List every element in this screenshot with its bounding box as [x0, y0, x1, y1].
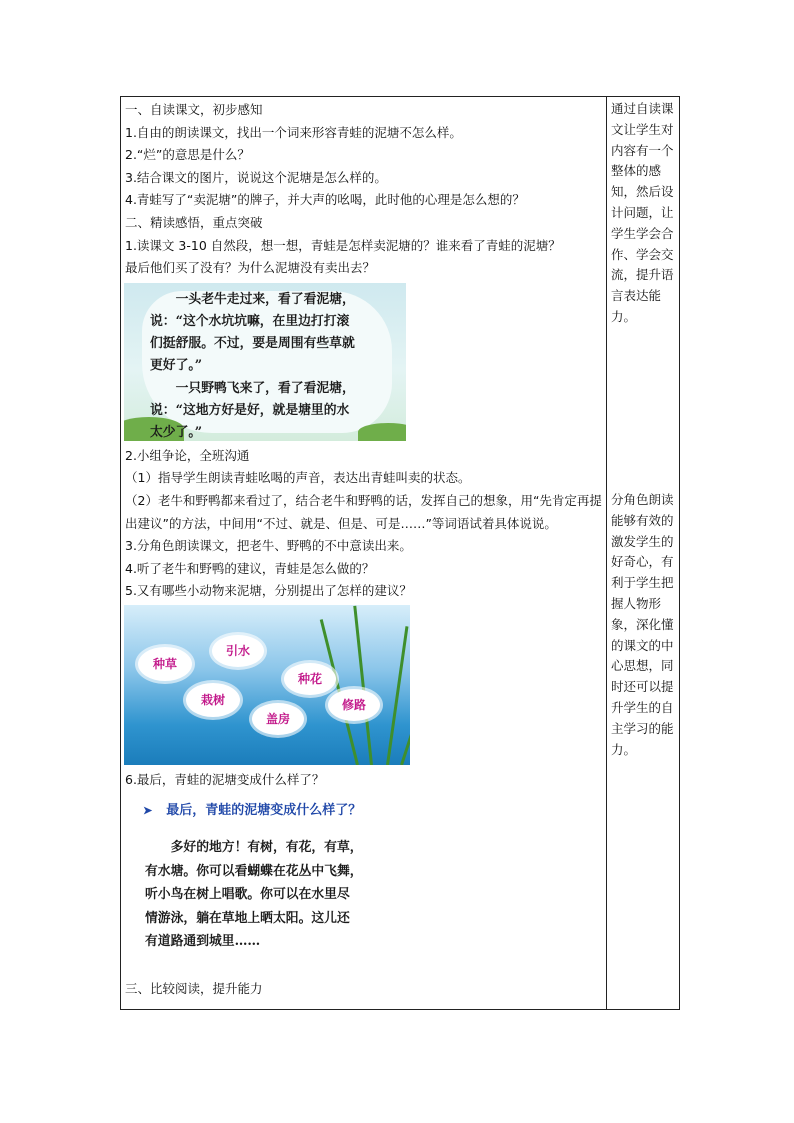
ox-duck-text-image: [124, 283, 406, 441]
reading-task-line-1: 1.读课文 3-10 自然段，想一想，青蛙是怎样卖泥塘的？谁来看了青蛙的泥塘？: [125, 237, 561, 253]
image-text-line: 说：“这个水坑坑嘛，在里边打打滚: [150, 313, 350, 329]
bubble-build-house: 盖房: [252, 703, 304, 735]
guidance-1: （1）指导学生朗读青蛙吆喝的声音，表达出青蛙叫卖的状态。: [125, 470, 471, 486]
design-intent-note-1: 通过自读课文让学生对内容有一个整体的感知，然后设计问题，让学生学会合作、学会交流，提升语言表达能力。: [611, 101, 674, 324]
question-3: 3.结合课文的图片，说说这个泥塘是怎么样的。: [125, 169, 387, 185]
section-heading-3: 三、比较阅读，提升能力: [125, 980, 263, 996]
bubble-plant-grass: 种草: [138, 647, 192, 681]
question-role-reading: 3.分角色朗读课文，把老牛、野鸭的不中意读出来。: [125, 538, 412, 554]
arrow-bullet-icon: ➤: [143, 803, 153, 817]
final-pond-text-image: [143, 800, 443, 972]
image-text-line: 一头老牛走过来，看了看泥塘，: [150, 291, 355, 307]
image-heading: [143, 800, 443, 823]
bubble-plant-trees: 栽树: [186, 683, 240, 717]
image-heading-text: 最后，青蛙的泥塘变成什么样了？: [166, 802, 362, 818]
question-final-pond: 6.最后，青蛙的泥塘变成什么样了？: [125, 771, 325, 787]
question-frog-response: 4.听了老牛和野鸭的建议，青蛙是怎么做的？: [125, 560, 375, 576]
section-heading-2: 二、精读感悟，重点突破: [125, 214, 263, 230]
suggestion-bubbles-image: [124, 605, 410, 765]
teaching-process-column: [125, 99, 603, 1000]
final-pond-text: [145, 836, 443, 954]
image-text-line: 更好了。”: [150, 358, 203, 374]
reading-task-line-2: 最后他们买了没有？为什么泥塘没有卖出去？: [125, 260, 376, 276]
question-other-animals: 5.又有哪些小动物来泥塘，分别提出了怎样的建议？: [125, 583, 412, 599]
image-text-line: 太少了。”: [150, 424, 203, 440]
image-text-line: 们挺舒服。不过，要是周围有些草就: [150, 336, 355, 352]
question-2: 2.“烂”的意思是什么？: [125, 147, 250, 163]
image-text-line: 有水塘。你可以看蝴蝶在花丛中飞舞，: [145, 863, 363, 879]
lesson-plan-table: [120, 96, 680, 1010]
question-4: 4.青蛙写了“卖泥塘”的牌子，并大声的吆喝，此时他的心理是怎么想的？: [125, 192, 525, 208]
image-text-line: 说：“这地方好是好，就是塘里的水: [150, 402, 350, 418]
image-text-line: 一只野鸭飞来了，看了看泥塘，: [150, 380, 355, 396]
design-intent-note-2: 分角色朗读能够有效的激发学生的好奇心，有利于学生把握人物形象，深化懂的课文的中心思想，同时还可以提升学生的自主学习的能力。: [611, 492, 674, 757]
reed-shape: [353, 606, 373, 765]
image-text-line: 多好的地方！有树，有花，有草，: [145, 840, 363, 856]
image-text-line: 听小鸟在树上唱歌。你可以在水里尽: [145, 887, 350, 903]
bubble-plant-flowers: 种花: [284, 663, 336, 695]
reed-shape: [386, 626, 408, 765]
image-text-line: 情游泳，躺在草地上晒太阳。这儿还: [145, 910, 350, 926]
ox-duck-text: [150, 289, 406, 441]
question-1: 1.自由的朗读课文，找出一个词来形容青蛙的泥塘不怎么样。: [125, 124, 462, 140]
image-text-line: 有道路通到城里……: [145, 934, 261, 950]
guidance-2: （2）老牛和野鸭都来看过了，结合老牛和野鸭的话，发挥自己的想象，用“先肯定再提出建议”的方法，中间用“不过、就是、但是、可是……”等词语试着具体说说。: [125, 492, 602, 531]
bubble-bring-water: 引水: [212, 635, 264, 667]
bubble-build-road: 修路: [328, 689, 380, 721]
section-heading-1: 一、自读课文，初步感知: [125, 102, 263, 117]
column-divider: [606, 97, 607, 1009]
group-discussion: 2.小组争论，全班沟通: [125, 447, 250, 463]
